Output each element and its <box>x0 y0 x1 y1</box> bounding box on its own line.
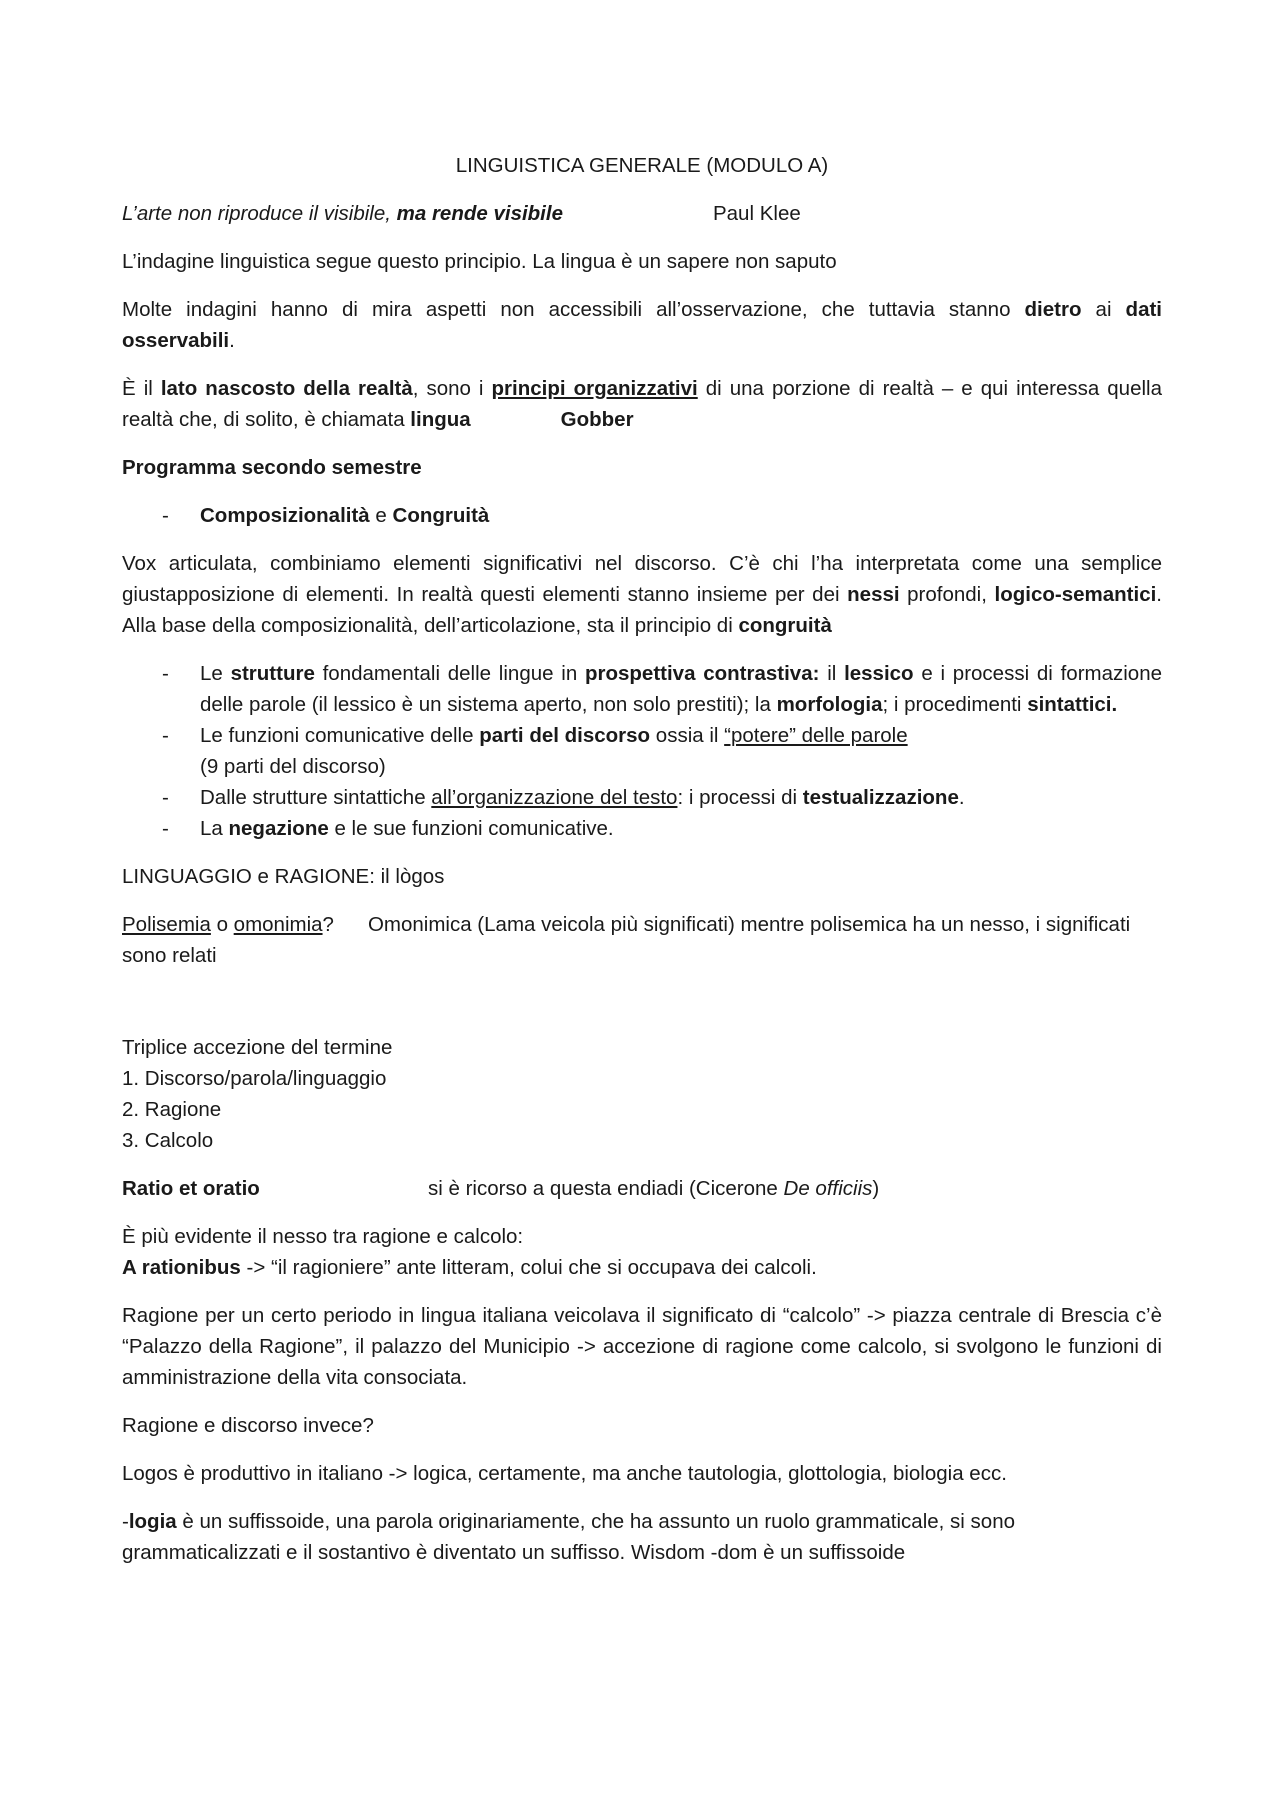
author-gobber: Gobber <box>560 408 634 431</box>
paragraph-question: Ragione e discorso invece? <box>122 1414 374 1437</box>
underline-run: omonimia <box>233 913 323 936</box>
text-run: Molte indagini hanno di mira aspetti non accessibili all’osservazione, che tuttavia stanno <box>122 298 1025 321</box>
paragraph-suffixoid <box>122 1506 1162 1568</box>
paragraph-principle: L’indagine linguistica segue questo principio. La lingua è un sapere non saputo <box>122 250 837 273</box>
numbered-item: 2. Ragione <box>122 1098 222 1121</box>
italic-run: De officiis <box>783 1177 873 1200</box>
text-run: Vox articulata, combiniamo elementi significativi nel discorso. C’è chi l’ha interpretata come una semplice giustapposizione di elementi. In realtà questi elementi stanno insieme per dei <box>122 552 1162 606</box>
section-heading-program <box>122 452 1162 483</box>
bold-run: A rationibus <box>122 1256 241 1279</box>
paragraph-productive: Logos è produttivo in italiano -> logica, certamente, ma anche tautologia, glottologia, biologia ecc. <box>122 1462 1007 1485</box>
text-run: o <box>210 913 234 936</box>
text-run: È il <box>122 377 161 400</box>
text-run: ? <box>322 913 334 936</box>
list-item: - Le strutture fondamentali delle lingue in prospettiva contrastiva: il lessico e i processi di formazione delle parole (il lessico è un sistema aperto, non solo prestiti); la morfologia; i procedimenti sintattici. <box>162 662 1163 716</box>
paragraph-rationibus <box>122 1221 1162 1283</box>
text-run: è un suffissoide, una parola originariamente, che ha assunto un ruolo grammaticale, si sono grammaticalizzati e il sostantivo è diventato un suffisso. Wisdom -dom è un suffissoide <box>122 1510 1016 1564</box>
epigraph-emphasis: ma rende visibile <box>396 202 563 225</box>
text-run: . <box>229 329 235 352</box>
paragraph-observation <box>122 294 1162 356</box>
paragraph-logos: LINGUAGGIO e RAGIONE: il lògos <box>122 865 445 888</box>
triple-heading: Triplice accezione del termine <box>122 1036 393 1059</box>
paragraph-polysemy <box>122 909 1162 971</box>
bold-run: logico-semantici <box>994 583 1157 606</box>
text-run: - <box>122 1510 129 1533</box>
bold-run: lato nascosto della realtà <box>160 377 413 400</box>
bold-run: logia <box>128 1510 177 1533</box>
text-run: , sono i <box>412 377 492 400</box>
epigraph <box>122 198 1162 229</box>
bold-run: dati osservabili <box>122 298 1162 352</box>
blank-line <box>122 988 1162 1032</box>
paragraph-ratio-oratio <box>122 1173 1162 1204</box>
text-run: profondi, <box>899 583 995 606</box>
text-run: ai <box>1081 298 1126 321</box>
bold-run: Ratio et oratio <box>122 1177 260 1200</box>
text-run: Omonimica (Lama veicola più significati) mentre polisemica ha un nesso, i significati sono relati <box>122 913 1131 967</box>
text-run: -> “il ragioniere” ante litteram, colui che si occupava dei calcoli. <box>240 1256 817 1279</box>
text-line: È più evidente il nesso tra ragione e calcolo: <box>122 1225 524 1248</box>
text-run: si è ricorso a questa endiadi (Cicerone <box>428 1177 784 1200</box>
paragraph-brescia: Ragione per un certo periodo in lingua italiana veicolava il significato di “calcolo” -> piazza centrale di Brescia c’è “Palazzo della Ragione”, il palazzo del Municipio -> accezione di ragione come calcolo, si svolgono le funzioni di amministrazione della vita consociata. <box>122 1304 1162 1389</box>
text-run: e <box>369 504 393 527</box>
list-item: - La negazione e le sue funzioni comunicative. <box>162 817 614 840</box>
bold-run: Congruità <box>392 504 490 527</box>
bold-run: lingua <box>410 408 471 431</box>
paragraph-hidden-side <box>122 373 1162 435</box>
epigraph-author: Paul Klee <box>712 202 801 225</box>
list-item: - Le funzioni comunicative delle parti del discorso ossia il “potere” delle parole (9 parti del discorso) <box>162 724 908 778</box>
bold-run: nessi <box>847 583 900 606</box>
document-title: LINGUISTICA GENERALE (MODULO A) <box>455 154 829 177</box>
text-run: ) <box>872 1177 880 1200</box>
program-list <box>122 500 1162 531</box>
bold-underline-run: principi organizzativi <box>491 377 698 400</box>
bold-run: congruità <box>738 614 832 637</box>
text-line <box>122 1252 1162 1283</box>
epigraph-text: L’arte non riproduce il visibile, <box>122 202 397 225</box>
triple-meaning-block <box>122 1032 1162 1156</box>
document-body <box>122 150 1162 1585</box>
list-item: - Dalle strutture sintattiche all’organizzazione del testo: i processi di testualizzazione. <box>162 786 965 809</box>
program-heading-text: Programma secondo semestre <box>122 456 422 479</box>
list-item: - Composizionalità e Congruità <box>162 504 490 527</box>
paragraph-vox-articulata <box>122 548 1162 641</box>
underline-run: Polisemia <box>122 913 211 936</box>
bold-run: dietro <box>1024 298 1082 321</box>
bold-run: Composizionalità <box>200 504 370 527</box>
numbered-item: 3. Calcolo <box>122 1129 214 1152</box>
topics-list <box>122 658 1162 844</box>
text-run: di una porzione di realtà – e qui interessa quella realtà che, di solito, è chiamata <box>122 377 1162 431</box>
text-run: . Alla base della composizionalità, dell’articolazione, sta il principio di <box>122 583 1162 637</box>
numbered-item: 1. Discorso/parola/linguaggio <box>122 1067 387 1090</box>
